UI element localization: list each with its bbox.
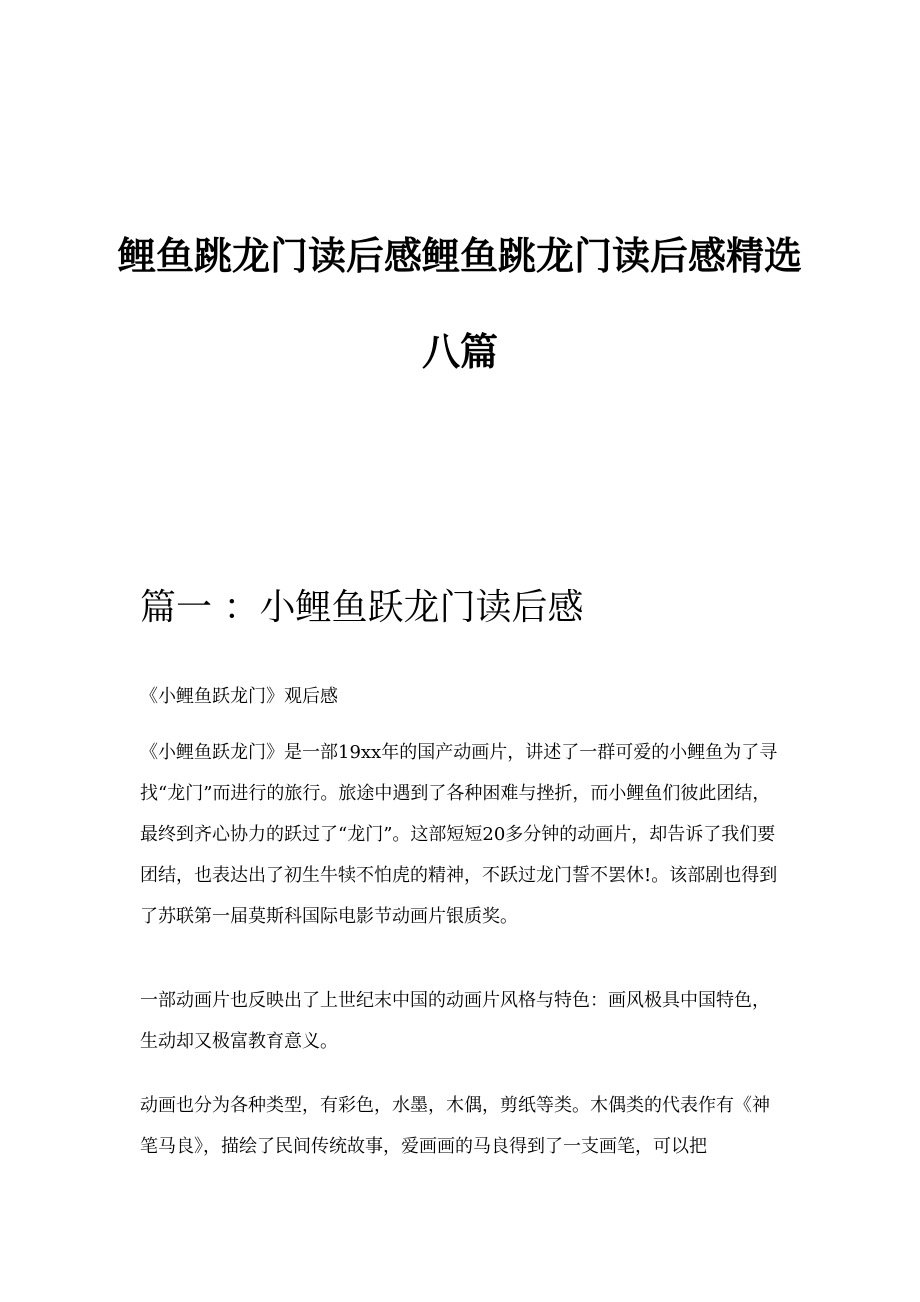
section-heading: 篇一 ：小鲤鱼跃龙门读后感 <box>140 587 584 628</box>
paragraph: 一部动画片也反映出了上世纪末中国的动画片风格与特色：画风极具中国特色，生动却又极富教育意义。 <box>140 990 770 1052</box>
document-title: 鲤鱼跳龙门读后感鲤鱼跳龙门读后感精选八篇 <box>117 233 802 374</box>
paragraph-subtitle: 《小鲤鱼跃龙门》观后感 <box>140 686 338 707</box>
paragraph: 《小鲤鱼跃龙门》是一部19xx年的国产动画片，讲述了一群可爱的小鲤鱼为了寻找“龙门”而进行的旅行。旅途中遇到了各种困难与挫折，而小鲤鱼们彼此团结，最终到齐心协力的跃过了“龙门”。这部短短20多分钟的动画片，却告诉了我们要团结，也表达出了初生牛犊不怕虎的精神，不跃过龙门誓不罢休!。该部剧也得到了苏联第一届莫斯科国际电影节动画片银质奖。 <box>140 742 778 927</box>
paragraph: 动画也分为各种类型，有彩色，水墨，木偶，剪纸等类。木偶类的代表作有《神笔马良》，描绘了民间传统故事，爱画画的马良得到了一支画笔，可以把 <box>140 1095 770 1157</box>
